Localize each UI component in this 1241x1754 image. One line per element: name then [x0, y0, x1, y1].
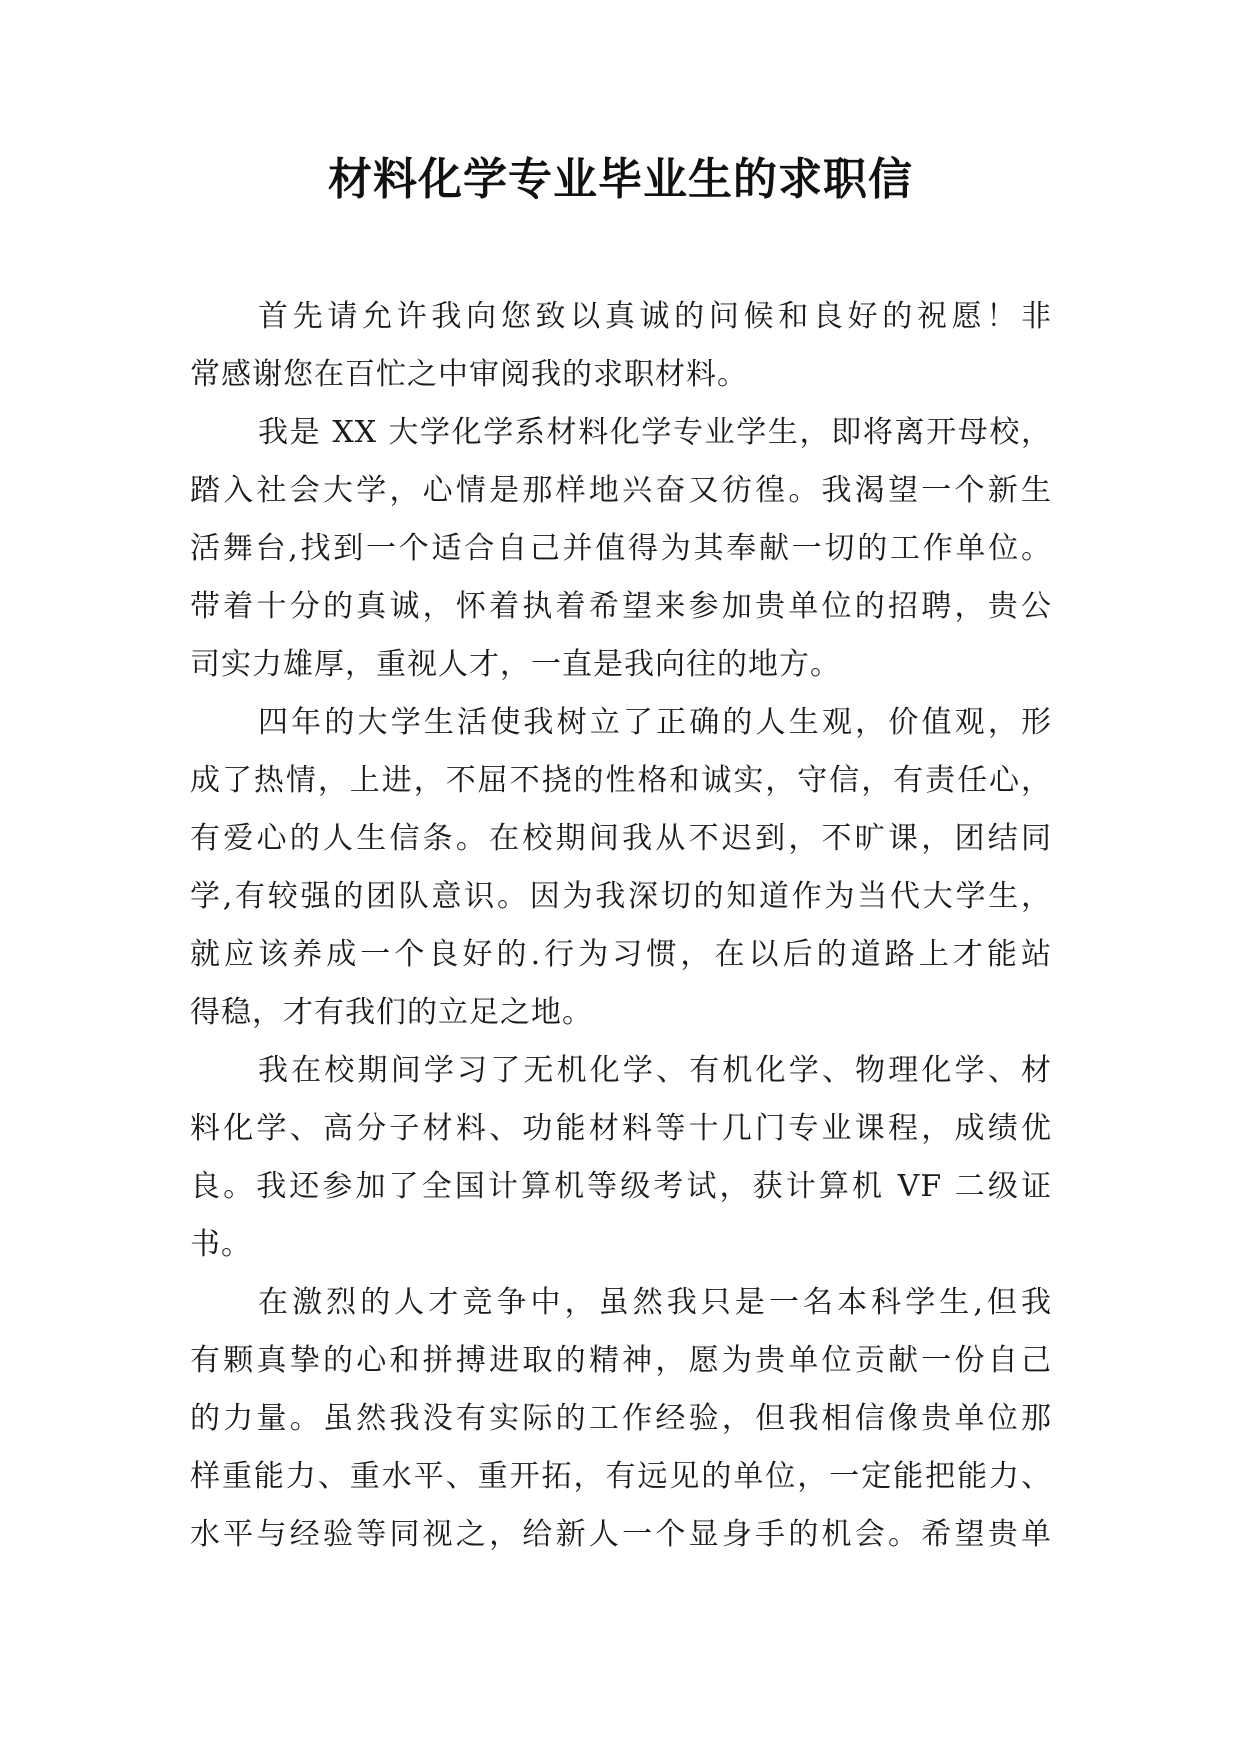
text-line: 活舞台,找到一个适合自己并值得为其奉献一切的工作单位。 — [190, 531, 1052, 566]
text-line: 水平与经验等同视之，给新人一个显身手的机会。希望贵单 — [190, 1517, 1052, 1552]
text-line: 常感谢您在百忙之中审阅我的求职材料。 — [190, 357, 748, 392]
text-line: 在激烈的人才竞争中，虽然我只是一名本科学生,但我 — [258, 1285, 1052, 1320]
text-line: 我是 XX 大学化学系材料化学专业学生，即将离开母校， — [258, 415, 1052, 450]
document-title: 材料化学专业毕业生的求职信 — [328, 154, 913, 205]
text-line: 踏入社会大学，心情是那样地兴奋又彷徨。我渴望一个新生 — [190, 473, 1052, 508]
letter-body — [190, 288, 1052, 1564]
paragraph — [190, 404, 1052, 694]
text-line: 得稳，才有我们的立足之地。 — [190, 995, 593, 1030]
text-line: 的力量。虽然我没有实际的工作经验，但我相信像贵单位那 — [190, 1401, 1052, 1436]
text-line: 司实力雄厚，重视人才，一直是我向往的地方。 — [190, 647, 841, 682]
paragraph — [190, 1274, 1052, 1564]
paragraph — [190, 694, 1052, 1042]
text-line: 四年的大学生活使我树立了正确的人生观，价值观，形 — [258, 705, 1052, 740]
text-line: 带着十分的真诚，怀着执着希望来参加贵单位的招聘，贵公 — [190, 589, 1052, 624]
text-line: 书。 — [190, 1227, 252, 1262]
text-line: 成了热情，上进，不屈不挠的性格和诚实，守信，有责任心， — [190, 763, 1052, 798]
text-line: 有颗真挚的心和拼搏进取的精神，愿为贵单位贡献一份自己 — [190, 1343, 1052, 1378]
text-line: 样重能力、重水平、重开拓，有远见的单位，一定能把能力、 — [190, 1459, 1052, 1494]
text-line: 就应该养成一个良好的.行为习惯，在以后的道路上才能站 — [190, 937, 1052, 972]
text-line: 料化学、高分子材料、功能材料等十几门专业课程，成绩优 — [190, 1111, 1052, 1146]
text-line: 首先请允许我向您致以真诚的问候和良好的祝愿！非 — [258, 299, 1052, 334]
text-line: 我在校期间学习了无机化学、有机化学、物理化学、材 — [258, 1053, 1052, 1088]
text-line: 有爱心的人生信条。在校期间我从不迟到，不旷课，团结同 — [190, 821, 1052, 856]
text-line: 学,有较强的团队意识。因为我深切的知道作为当代大学生， — [190, 879, 1052, 914]
paragraph — [190, 288, 1052, 404]
paragraph — [190, 1042, 1052, 1274]
text-line: 良。我还参加了全国计算机等级考试，获计算机 VF 二级证 — [190, 1169, 1052, 1204]
